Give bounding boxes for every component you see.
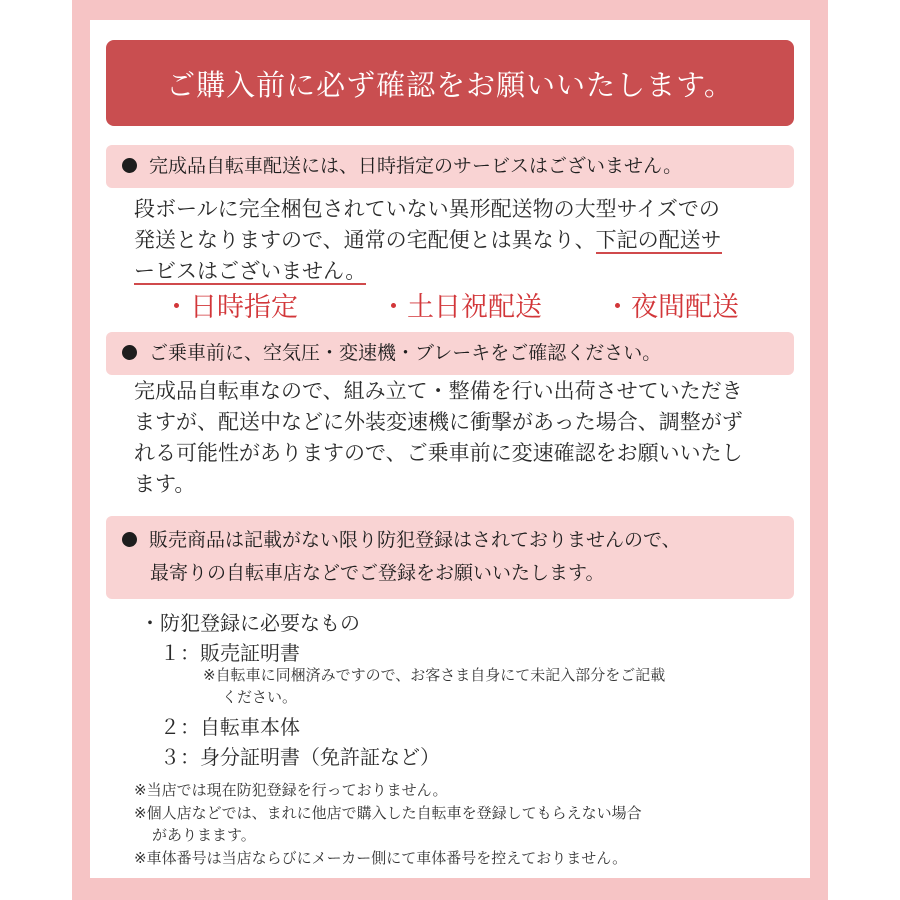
- section-heading-inspection: [106, 332, 794, 375]
- need-item-1-note: ※自転車に同梱済みですので、お客さま自身にて未記入部分をご記載: [203, 666, 666, 684]
- underlined-text: ービスはございません。: [134, 259, 367, 283]
- footnote: ※車体番号は当店ならびにメーカー側にて車体番号を控えておりません。: [134, 849, 628, 867]
- need-item-1-note-cont: ください。: [222, 688, 298, 706]
- heading-text: 販売商品は記載がない限り防犯登録はされておりませんので、: [149, 529, 681, 551]
- heading-line: 最寄りの自転車店などでご登録をお願いいたします。: [150, 562, 605, 584]
- bullet-dot-icon: [122, 345, 137, 360]
- body-line: ます。: [134, 472, 196, 496]
- service-night: ・夜間配送: [604, 292, 739, 323]
- footnote-cont: がありまます。: [152, 826, 256, 844]
- heading-text: ご乗車前に、空気圧・変速機・ブレーキをご確認ください。: [149, 342, 662, 364]
- body-line: れる可能性がありますので、ご乗車前に変速確認をお願いいたし: [134, 441, 743, 465]
- need-item-1: １：販売証明書: [160, 641, 300, 665]
- underlined-text: 下記の配送サ: [595, 228, 722, 252]
- notice-banner: [106, 40, 794, 126]
- heading-line: [122, 524, 794, 557]
- body-line: [134, 225, 794, 256]
- bullet-dot-icon: [122, 158, 137, 173]
- body-line: ますが、配送中などに外装変速機に衝撃があった場合、調整がず: [134, 410, 743, 434]
- unavailable-services: [0, 286, 900, 330]
- banner-title: ご購入前に必ず確認をお願いいたします。: [166, 67, 734, 102]
- body-text: 発送となりますので、通常の宅配便とは異なり、: [134, 228, 596, 252]
- service-weekend: ・土日祝配送: [380, 292, 542, 323]
- service-date-time: ・日時指定: [163, 292, 298, 323]
- need-item-2: ２：自転車本体: [160, 715, 300, 739]
- section-heading-delivery: [106, 145, 794, 188]
- inspection-body: [134, 376, 794, 500]
- needs-title: ・防犯登録に必要なもの: [140, 611, 360, 635]
- bullet-dot-icon: [122, 532, 137, 547]
- footnote: ※当店では現在防犯登録を行っておりません。: [134, 781, 448, 799]
- delivery-body: [134, 194, 794, 287]
- section-heading-registration: [106, 516, 794, 599]
- body-line: [134, 256, 794, 287]
- need-item-3: ３：身分証明書（免許証など）: [160, 745, 440, 769]
- body-line: 完成品自転車なので、組み立て・整備を行い出荷させていただき: [134, 379, 743, 403]
- heading-text: 完成品自転車配送には、日時指定のサービスはございません。: [149, 155, 683, 177]
- body-line: 段ボールに完全梱包されていない異形配送物の大型サイズでの: [134, 197, 720, 221]
- footnote: ※個人店などでは、まれに他店で購入した自転車を登録してもらえない場合: [134, 804, 642, 822]
